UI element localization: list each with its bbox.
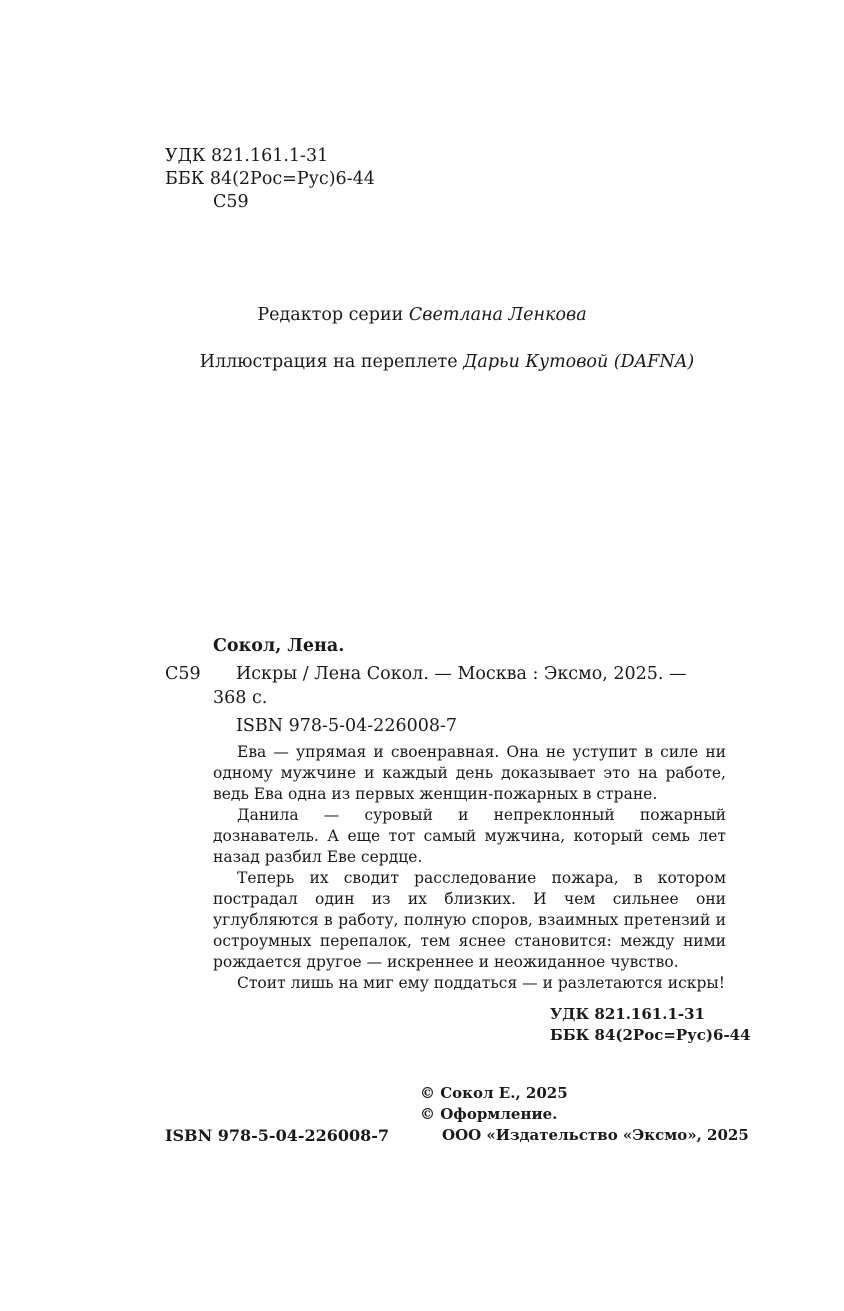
catalog-mark: С59 [165, 664, 201, 684]
udk-code-top: УДК 821.161.1-31 [165, 146, 329, 166]
footer-isbn: ISBN 978-5-04-226008-7 [165, 1126, 390, 1145]
annotation-paragraph: Данила — суровый и непреклонный пожарный дознаватель. А еще тот самый мужчина, который семь лет назад разбил Еве сердце. [213, 806, 726, 866]
annotation-paragraph: Ева — упрямая и своенравная. Она не уступит в силе ни одному мужчине и каждый день доказывает это на работе, ведь Ева одна из первых женщин-пожарных в стране. [213, 743, 726, 803]
illustrator-name: Дарьи Кутовой (DAFNA) [463, 352, 695, 372]
catalog-title-line-1: Искры / Лена Сокол. — Москва : Эксмо, 2025. — [236, 664, 687, 684]
series-editor-name: Светлана Ленкова [408, 305, 587, 325]
annotation [213, 742, 726, 994]
bbk-code-bottom: ББК 84(2Рос=Рус)6-44 [550, 1026, 751, 1044]
copyright-author: © Сокол Е., 2025 [420, 1084, 568, 1102]
udk-code-bottom: УДК 821.161.1-31 [550, 1005, 705, 1023]
series-editor-credit [0, 305, 844, 325]
series-editor-label: Редактор серии [257, 305, 404, 325]
annotation-paragraph: Стоит лишь на миг ему поддаться — и разлетаются искры! [237, 974, 725, 992]
catalog-title-line-2: 368 с. [213, 688, 268, 708]
annotation-paragraph: Теперь их сводит расследование пожара, в котором пострадал один из их близких. И чем сильнее они углубляются в работу, полную споров, взаимных претензий и остроумных перепалок, тем яснее становится: между ними рождается другое — искреннее и неожиданное чувство. [213, 869, 726, 971]
copyright-publisher: ООО «Издательство «Эксмо», 2025 [442, 1126, 749, 1144]
author-mark-top: С59 [213, 192, 249, 212]
catalog-author: Сокол, Лена. [213, 636, 345, 656]
copyright-design: © Оформление. [420, 1105, 558, 1123]
bbk-code-top: ББК 84(2Рос=Рус)6-44 [165, 169, 375, 189]
catalog-isbn: ISBN 978-5-04-226008-7 [236, 716, 458, 736]
illustration-credit [0, 352, 844, 372]
illustration-label: Иллюстрация на переплете [199, 352, 458, 372]
